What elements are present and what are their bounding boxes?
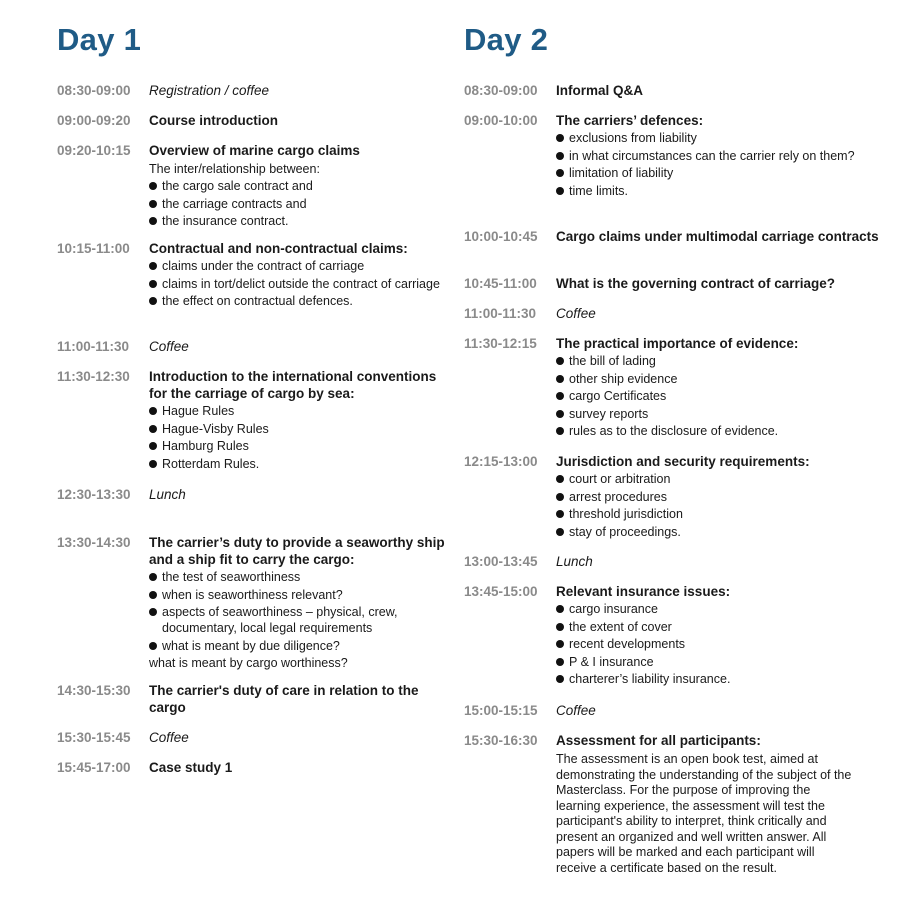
schedule-item [464, 335, 884, 441]
bullet-item: P & I insurance [556, 654, 884, 670]
schedule-item [57, 338, 447, 355]
time-slot: 09:00-10:00 [464, 113, 538, 128]
schedule-item [464, 82, 884, 99]
bullet-item: Hamburg Rules [149, 438, 447, 454]
bullet-item: aspects of seaworthiness – physical, crew, documentary, local legal requirements [149, 604, 447, 636]
session-content [556, 275, 884, 292]
session-content [149, 338, 447, 355]
schedule-item [464, 275, 884, 292]
bullet-item: cargo insurance [556, 601, 884, 617]
bullet-list [556, 471, 884, 540]
session-title: Case study 1 [149, 760, 233, 775]
time-slot: 11:00-11:30 [57, 339, 130, 354]
bullet-item: survey reports [556, 406, 884, 422]
time-slot: 13:00-13:45 [464, 554, 538, 569]
session-title: Lunch [149, 487, 186, 502]
bullet-item: the cargo sale contract and [149, 178, 447, 194]
time-slot: 09:00-09:20 [57, 113, 131, 128]
schedule-item [57, 682, 447, 716]
time-slot: 14:30-15:30 [57, 683, 131, 698]
bullet-item: Rotterdam Rules. [149, 456, 447, 472]
bullet-item: court or arbitration [556, 471, 884, 487]
bullet-list [149, 403, 447, 472]
schedule-item [57, 142, 447, 231]
time-slot: 11:30-12:15 [464, 336, 537, 351]
schedule-item [57, 82, 447, 99]
bullet-item: claims under the contract of carriage [149, 258, 447, 274]
session-title: Registration / coffee [149, 83, 270, 98]
bullet-item: stay of proceedings. [556, 524, 884, 540]
time-slot: 15:30-15:45 [57, 730, 131, 745]
schedule-item [57, 729, 447, 746]
bullet-item: time limits. [556, 183, 884, 199]
session-title: Assessment for all participants: [556, 733, 761, 748]
session-content [556, 82, 884, 99]
session-content [149, 486, 447, 503]
bullet-item: exclusions from liability [556, 130, 884, 146]
time-slot: 13:30-14:30 [57, 535, 131, 550]
bullet-item: what is meant by due diligence? [149, 638, 447, 654]
session-title: Coffee [556, 703, 596, 718]
session-content [556, 112, 884, 199]
schedule-item [464, 228, 884, 245]
time-slot: 12:30-13:30 [57, 487, 131, 502]
schedule-item [464, 305, 884, 322]
bullet-item: arrest procedures [556, 489, 884, 505]
time-slot: 12:15-13:00 [464, 454, 538, 469]
time-slot: 15:00-15:15 [464, 703, 538, 718]
schedule-item [464, 583, 884, 689]
session-content [149, 368, 447, 472]
session-content [556, 732, 884, 876]
bullet-item: claims in tort/delict outside the contract of carriage [149, 276, 447, 292]
session-title: Coffee [556, 306, 596, 321]
session-title: What is the governing contract of carriage? [556, 276, 836, 291]
time-slot: 15:45-17:00 [57, 760, 131, 775]
session-title: The carrier’s duty to provide a seaworthy ship and a ship fit to carry the cargo: [149, 535, 445, 567]
session-title: Course introduction [149, 113, 278, 128]
time-slot: 11:00-11:30 [464, 306, 537, 321]
session-subtitle: The inter/relationship between: [149, 162, 320, 176]
schedule-item [57, 534, 447, 671]
session-title: Cargo claims under multimodal carriage contracts [556, 229, 879, 244]
bullet-item: charterer’s liability insurance. [556, 671, 884, 687]
schedule-item [57, 368, 447, 473]
session-title: Jurisdiction and security requirements: [556, 454, 810, 469]
bullet-item: the insurance contract. [149, 213, 447, 229]
bullet-list [149, 258, 447, 309]
session-content [556, 553, 884, 570]
bullet-item: the bill of lading [556, 353, 884, 369]
bullet-item: when is seaworthiness relevant? [149, 587, 447, 603]
session-content [149, 759, 447, 776]
bullet-item: threshold jurisdiction [556, 506, 884, 522]
schedule-item [464, 453, 884, 541]
bullet-item: Hague Rules [149, 403, 447, 419]
time-slot: 11:30-12:30 [57, 369, 130, 384]
schedule-item [464, 702, 884, 719]
session-content [556, 702, 884, 719]
schedule-item [57, 486, 447, 503]
session-content [556, 453, 884, 540]
session-content [556, 335, 884, 439]
session-content [556, 228, 884, 245]
session-title: Informal Q&A [556, 83, 644, 98]
session-title: The carrier's duty of care in relation to the cargo [149, 683, 419, 715]
schedule-item [57, 240, 447, 311]
day-1-title: Day 1 [57, 22, 142, 57]
session-title: Relevant insurance issues: [556, 584, 731, 599]
time-slot: 13:45-15:00 [464, 584, 538, 599]
schedule-item [464, 553, 884, 570]
session-title: Coffee [149, 730, 189, 745]
bullet-item: the test of seaworthiness [149, 569, 447, 585]
session-note: what is meant by cargo worthiness? [149, 656, 348, 670]
bullet-list [149, 178, 447, 229]
schedule-item [464, 732, 884, 876]
time-slot: 08:30-09:00 [464, 83, 538, 98]
session-content [149, 682, 447, 716]
bullet-item: the carriage contracts and [149, 196, 447, 212]
session-content [149, 240, 447, 309]
time-slot: 15:30-16:30 [464, 733, 538, 748]
session-content [149, 534, 447, 671]
session-title: The practical importance of evidence: [556, 336, 799, 351]
time-slot: 08:30-09:00 [57, 83, 131, 98]
bullet-item: cargo Certificates [556, 388, 884, 404]
bullet-item: the effect on contractual defences. [149, 293, 447, 309]
bullet-item: recent developments [556, 636, 884, 652]
time-slot: 09:20-10:15 [57, 143, 131, 158]
session-content [149, 142, 447, 229]
bullet-item: the extent of cover [556, 619, 884, 635]
day-2-title: Day 2 [464, 22, 549, 57]
session-content [556, 305, 884, 322]
bullet-list [556, 353, 884, 439]
session-content [556, 583, 884, 687]
bullet-item: Hague-Visby Rules [149, 421, 447, 437]
time-slot: 10:15-11:00 [57, 241, 130, 256]
bullet-list [149, 569, 447, 654]
session-title: Contractual and non-contractual claims: [149, 241, 408, 256]
schedule-item [57, 112, 447, 129]
session-content [149, 82, 447, 99]
bullet-item: rules as to the disclosure of evidence. [556, 423, 884, 439]
session-title: Introduction to the international conventions for the carriage of cargo by sea: [149, 369, 437, 401]
bullet-list [556, 601, 884, 687]
assessment-description: The assessment is an open book test, aimed at demonstrating the understanding of the subject of the Masterclass. For the purpose of improving the learning experience, the assessment will test the participant's ability to interpret, think critically and present an organized and well written answer. All papers will be marked and each participant will receive a certificate based on the result. [556, 752, 852, 875]
schedule-item [464, 112, 884, 200]
session-title: The carriers’ defences: [556, 113, 704, 128]
session-content [149, 112, 447, 129]
bullet-list [556, 130, 884, 199]
session-title: Lunch [556, 554, 593, 569]
session-title: Coffee [149, 339, 189, 354]
bullet-item: other ship evidence [556, 371, 884, 387]
bullet-item: limitation of liability [556, 165, 884, 181]
session-title: Overview of marine cargo claims [149, 143, 360, 158]
time-slot: 10:45-11:00 [464, 276, 537, 291]
session-content [149, 729, 447, 746]
bullet-item: in what circumstances can the carrier rely on them? [556, 148, 884, 164]
schedule-item [57, 759, 447, 776]
time-slot: 10:00-10:45 [464, 229, 538, 244]
